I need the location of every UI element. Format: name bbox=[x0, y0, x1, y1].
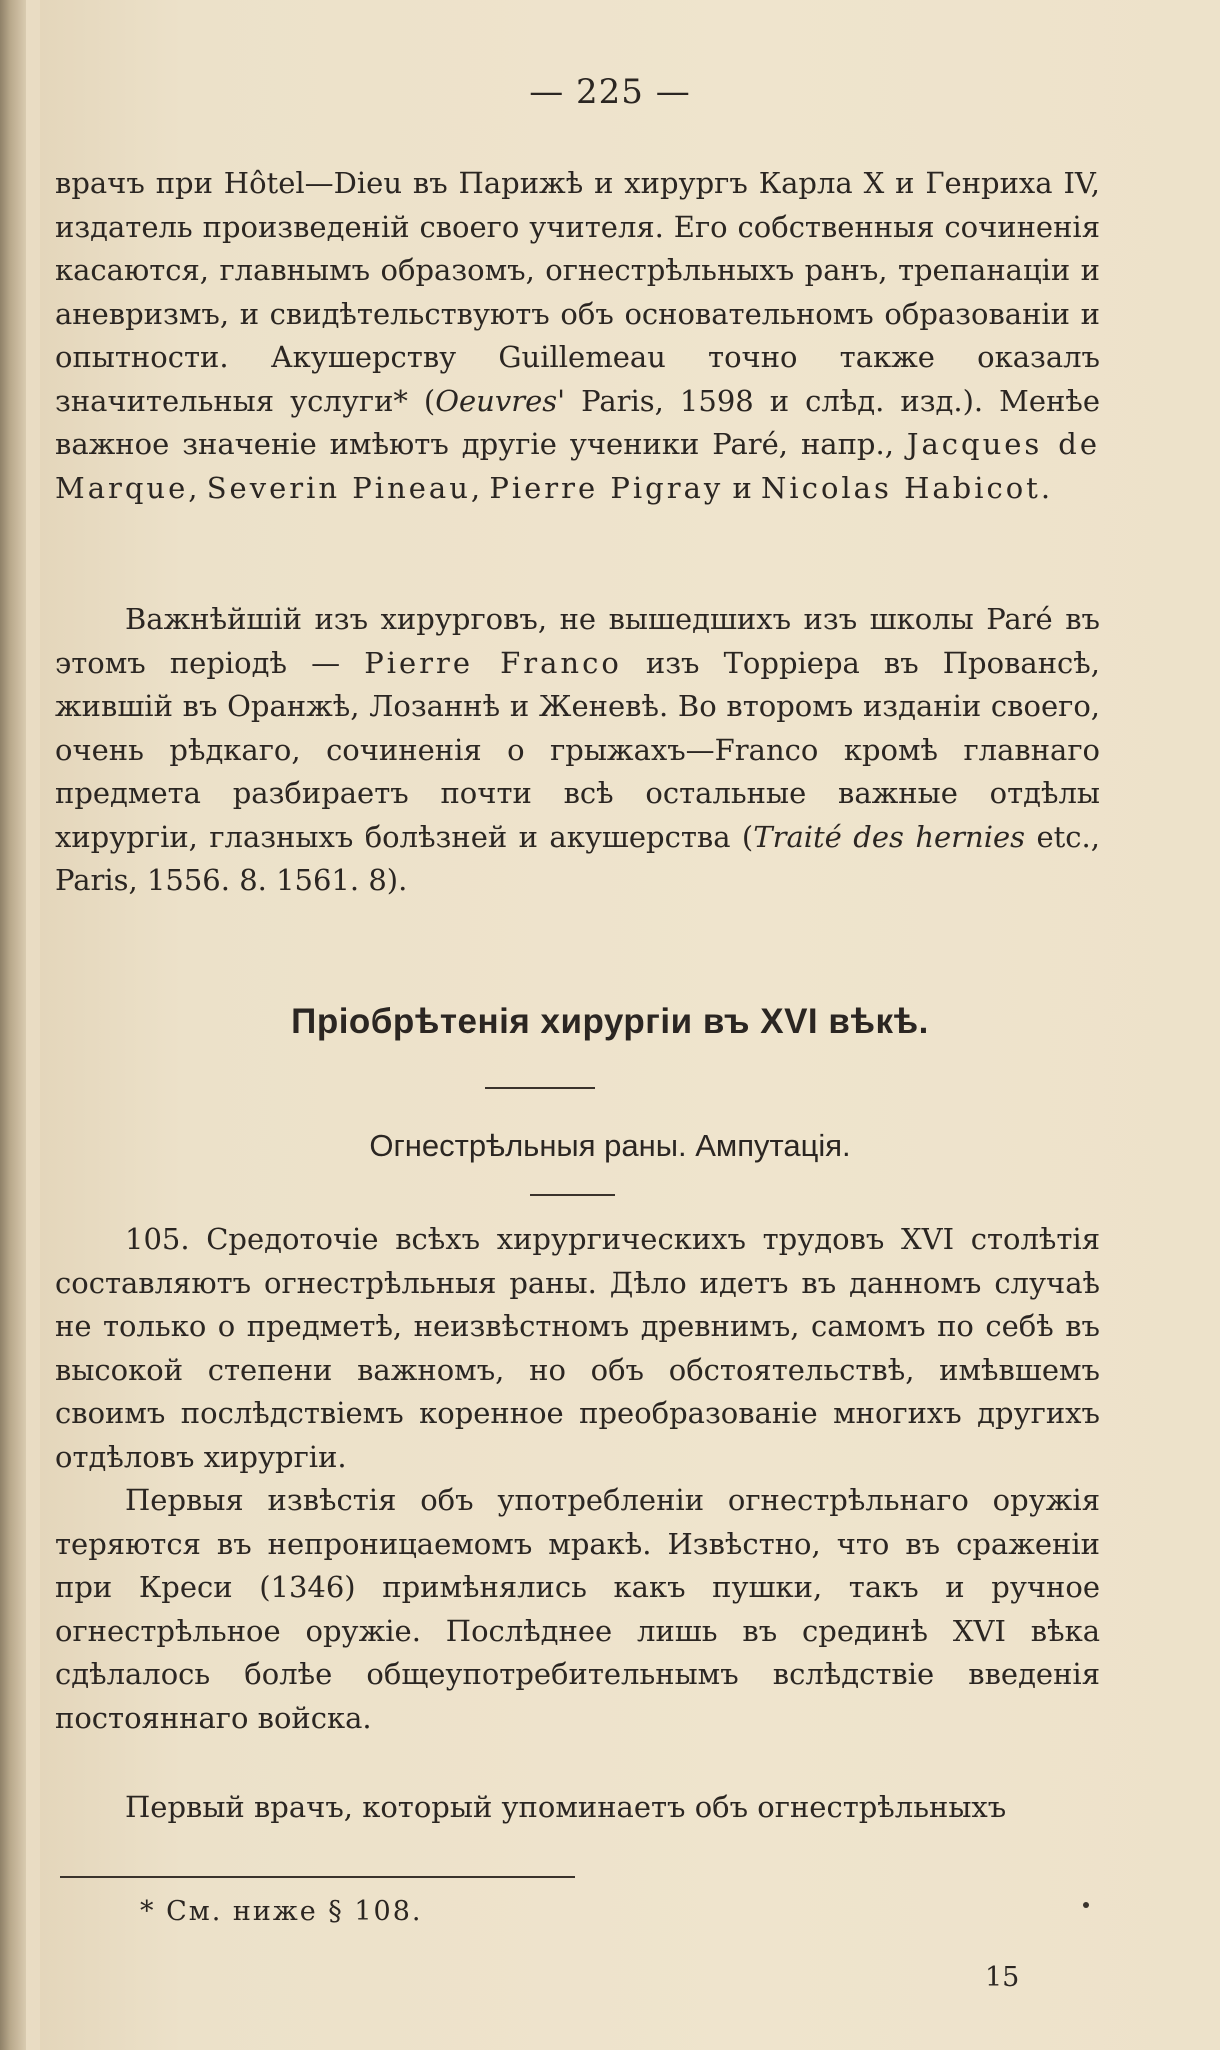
p1-text-b: ' Paris, 1598 и слѣд. изд.). Менѣе важное значеніе имѣютъ другіе ученики Paré, напр., bbox=[55, 383, 1100, 461]
p1-text-a: врачъ при Hôtel—Dieu въ Парижѣ и хирургъ Карла X и Генриха IV, издатель произведеній своего учителя. Его собственныя сочиненія касаются, главнымъ образомъ, огнестрѣльныхъ ранъ, трепанаціи и аневризмъ, и свидѣтельствуютъ объ основательномъ образованіи и опытности. Акушерству Guillemeau точно также оказалъ значительныя услуги* ( bbox=[55, 166, 1100, 418]
p2-text-c: etc., Paris, 1556. 8. 1561. 8). bbox=[55, 819, 1100, 897]
footnote: * См. ниже § 108. bbox=[140, 1896, 423, 1927]
footnote-rule bbox=[60, 1876, 575, 1878]
p2-italic-title: Traité des hernies bbox=[753, 819, 1026, 854]
p1-sep-1: , bbox=[188, 470, 207, 505]
p1-sep-3: и bbox=[723, 470, 762, 505]
signature-mark: 15 bbox=[985, 1962, 1020, 1993]
p1-sep-2: , bbox=[470, 470, 490, 505]
ink-dot bbox=[1083, 1902, 1089, 1908]
page-number-header: — 225 — bbox=[529, 72, 691, 112]
subtitle-divider bbox=[530, 1194, 615, 1196]
p2-name: Pierre Franco bbox=[364, 645, 622, 680]
paragraph-5: Первый врачъ, который упоминаетъ объ огнестрѣльныхъ bbox=[125, 1790, 1007, 1824]
p1-name-1: Jacques de Marque bbox=[55, 427, 1100, 505]
section-title: Пріобрѣтенія хирургіи въ XVI вѣкѣ. bbox=[291, 1002, 929, 1041]
paragraph-2 bbox=[55, 598, 1100, 903]
paragraph-1 bbox=[55, 162, 1100, 510]
paragraph-4: Первыя извѣстія объ употребленіи огнестрѣльнаго оружія теряются въ непроницаемомъ мракѣ. Извѣстно, что въ сраженіи при Креси (1346) примѣнялись какъ пушки, такъ и ручное огнестрѣльное оружіе. Послѣднее лишь въ срединѣ XVI вѣка сдѣлалось болѣе общеупотребительнымъ вслѣдствіе введенія постояннаго войска. bbox=[55, 1483, 1100, 1735]
title-divider bbox=[485, 1087, 595, 1089]
p1-end: . bbox=[1040, 470, 1051, 505]
p2-text-b: изъ Торріера въ Провансѣ, жившій въ Оранжѣ, Лозаннѣ и Женевѣ. Во второмъ изданіи своего, очень рѣдкаго, сочиненія о грыжахъ—Franco кромѣ главнаго предмета разбираетъ почти всѣ остальные важные отдѣлы хирургіи, глазныхъ болѣзней и акушерства ( bbox=[55, 645, 1100, 854]
p1-name-2: Severin Pineau bbox=[206, 470, 471, 505]
p1-name-4: Nicolas Habicot bbox=[761, 470, 1041, 505]
paragraph-3: 105. Средоточіе всѣхъ хирургическихъ трудовъ XVI столѣтія составляютъ огнестрѣльныя раны. Дѣло идетъ въ данномъ случаѣ не только о предметѣ, неизвѣстномъ древнимъ, самомъ по себѣ въ высокой степени важномъ, но объ обстоятельствѣ, имѣвшемъ своимъ послѣдствіемъ коренное преобразованіе многихъ другихъ отдѣловъ хирургіи. bbox=[55, 1222, 1100, 1474]
p1-name-3: Pierre Pigray bbox=[489, 470, 724, 505]
p2-text-a: Важнѣйшій изъ хирурговъ, не вышедшихъ изъ школы Paré въ этомъ періодѣ — bbox=[55, 602, 1100, 680]
section-subtitle: Огнестрѣльныя раны. Ампутація. bbox=[369, 1128, 851, 1163]
p1-italic-title: Oeuvres bbox=[435, 383, 558, 418]
